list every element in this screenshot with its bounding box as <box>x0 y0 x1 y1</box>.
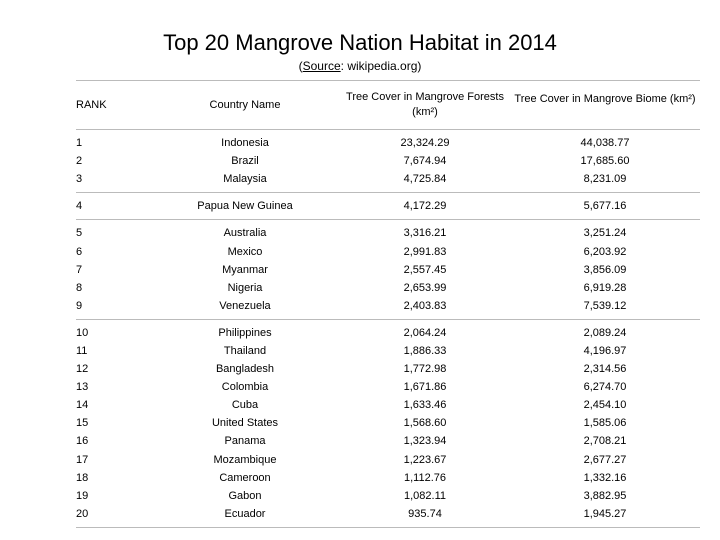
biome-cell: 2,314.56 <box>583 363 627 376</box>
country-cell: Mexico <box>227 245 263 258</box>
table-row <box>76 414 700 432</box>
forests-cell: 1,323.94 <box>403 435 447 448</box>
row-group <box>76 193 700 220</box>
table-row <box>76 297 700 315</box>
forests-cell: 1,082.11 <box>403 489 446 502</box>
country-cell: Bangladesh <box>215 363 275 376</box>
rank-cell: 6 <box>76 245 83 258</box>
mangrove-table <box>76 80 700 528</box>
table-row <box>76 342 700 360</box>
forests-cell: 2,653.99 <box>403 281 447 294</box>
forests-cell: 1,223.67 <box>403 453 447 466</box>
rank-cell: 2 <box>76 155 83 168</box>
forests-cell: 4,172.29 <box>403 200 447 213</box>
country-cell: Myanmar <box>222 263 268 276</box>
table-row <box>76 134 700 152</box>
forests-cell: 7,674.94 <box>403 155 447 168</box>
rank-cell: 17 <box>76 453 89 466</box>
country-cell: Brazil <box>231 155 259 168</box>
rank-cell: 20 <box>76 507 89 520</box>
table-row <box>76 505 700 523</box>
forests-cell: 4,725.84 <box>403 173 447 186</box>
forests-cell: 3,316.21 <box>403 227 447 240</box>
country-cell: Cuba <box>231 399 259 412</box>
country-cell: Panama <box>224 435 266 448</box>
biome-cell: 4,196.97 <box>583 344 627 357</box>
source-rest: : wikipedia.org) <box>340 59 422 73</box>
biome-cell: 6,919.28 <box>583 281 627 294</box>
table-row <box>76 396 700 414</box>
biome-cell: 3,856.09 <box>583 263 627 276</box>
rank-cell: 16 <box>76 435 89 448</box>
row-group <box>76 220 700 319</box>
country-cell: Thailand <box>223 344 267 357</box>
biome-cell: 2,089.24 <box>583 326 627 339</box>
forests-cell: 1,886.33 <box>403 344 447 357</box>
rank-cell: 9 <box>76 299 83 312</box>
forests-cell: 935.74 <box>408 507 442 520</box>
biome-cell: 6,274.70 <box>583 381 627 394</box>
table-row <box>76 469 700 487</box>
rank-cell: 7 <box>76 263 83 276</box>
country-cell: Australia <box>223 227 267 240</box>
source-note <box>0 58 720 74</box>
page-title: Top 20 Mangrove Nation Habitat in 2014 <box>163 30 557 55</box>
row-group <box>76 320 700 527</box>
biome-cell: 2,708.21 <box>583 435 627 448</box>
biome-cell: 2,454.10 <box>583 399 627 412</box>
forests-cell: 2,064.24 <box>403 326 447 339</box>
forests-cell: 23,324.29 <box>400 137 450 150</box>
biome-cell: 3,251.24 <box>583 227 627 240</box>
biome-cell: 2,677.27 <box>583 453 627 466</box>
row-group <box>76 130 700 193</box>
country-cell: United States <box>211 417 279 430</box>
forests-cell: 1,671.86 <box>403 381 447 394</box>
country-cell: Mozambique <box>213 453 277 466</box>
country-cell: Philippines <box>218 326 272 339</box>
rank-cell: 4 <box>76 200 83 213</box>
country-cell: Colombia <box>221 381 269 394</box>
table-row <box>76 152 700 170</box>
rank-cell: 8 <box>76 281 83 294</box>
country-cell: Venezuela <box>219 299 271 312</box>
rank-cell: 13 <box>76 381 89 394</box>
table-row <box>76 242 700 260</box>
source-open: ( <box>298 59 303 73</box>
header-biome: Tree Cover in Mangrove Biome (km²) <box>514 92 696 105</box>
table-row <box>76 487 700 505</box>
table-row <box>76 224 700 242</box>
table-row <box>76 279 700 297</box>
biome-cell: 8,231.09 <box>583 173 627 186</box>
rank-cell: 14 <box>76 399 89 412</box>
table-row <box>76 432 700 450</box>
rank-cell: 19 <box>76 489 89 502</box>
rank-cell: 10 <box>76 326 89 339</box>
rank-cell: 18 <box>76 471 89 484</box>
biome-cell: 1,945.27 <box>583 507 627 520</box>
table-row <box>76 170 700 188</box>
biome-cell: 44,038.77 <box>580 137 630 150</box>
header-country: Country Name <box>209 99 281 111</box>
forests-cell: 1,568.60 <box>403 417 447 430</box>
country-cell: Gabon <box>228 489 262 502</box>
rank-cell: 11 <box>76 344 88 357</box>
biome-cell: 1,332.16 <box>583 471 627 484</box>
country-cell: Indonesia <box>221 137 269 150</box>
table-body <box>76 130 700 527</box>
table-row <box>76 360 700 378</box>
rank-cell: 15 <box>76 417 89 430</box>
source-link[interactable]: Source <box>302 59 341 73</box>
biome-cell: 17,685.60 <box>580 155 630 168</box>
biome-cell: 7,539.12 <box>583 299 627 312</box>
header-forests: Tree Cover in Mangrove Forests (km²) <box>346 91 504 118</box>
biome-cell: 1,585.06 <box>583 417 627 430</box>
forests-cell: 2,557.45 <box>403 263 447 276</box>
table-row <box>76 378 700 396</box>
forests-cell: 1,112.76 <box>403 471 446 484</box>
country-cell: Cameroon <box>219 471 271 484</box>
forests-cell: 1,772.98 <box>403 363 447 376</box>
country-cell: Malaysia <box>223 173 267 186</box>
table-row <box>76 197 700 215</box>
forests-cell: 2,991.83 <box>403 245 447 258</box>
biome-cell: 3,882.95 <box>583 489 627 502</box>
table-row <box>76 451 700 469</box>
country-cell: Nigeria <box>227 281 263 294</box>
biome-cell: 6,203.92 <box>583 245 627 258</box>
country-cell: Papua New Guinea <box>197 200 293 213</box>
forests-cell: 2,403.83 <box>403 299 447 312</box>
forests-cell: 1,633.46 <box>403 399 447 412</box>
country-cell: Ecuador <box>224 507 266 520</box>
table-row <box>76 261 700 279</box>
rank-cell: 3 <box>76 173 83 186</box>
table-row <box>76 324 700 342</box>
rank-cell: 1 <box>76 137 83 150</box>
header-rank: RANK <box>76 99 107 111</box>
rank-cell: 12 <box>76 363 89 376</box>
rank-cell: 5 <box>76 227 83 240</box>
table-header <box>76 81 700 130</box>
biome-cell: 5,677.16 <box>583 200 627 213</box>
